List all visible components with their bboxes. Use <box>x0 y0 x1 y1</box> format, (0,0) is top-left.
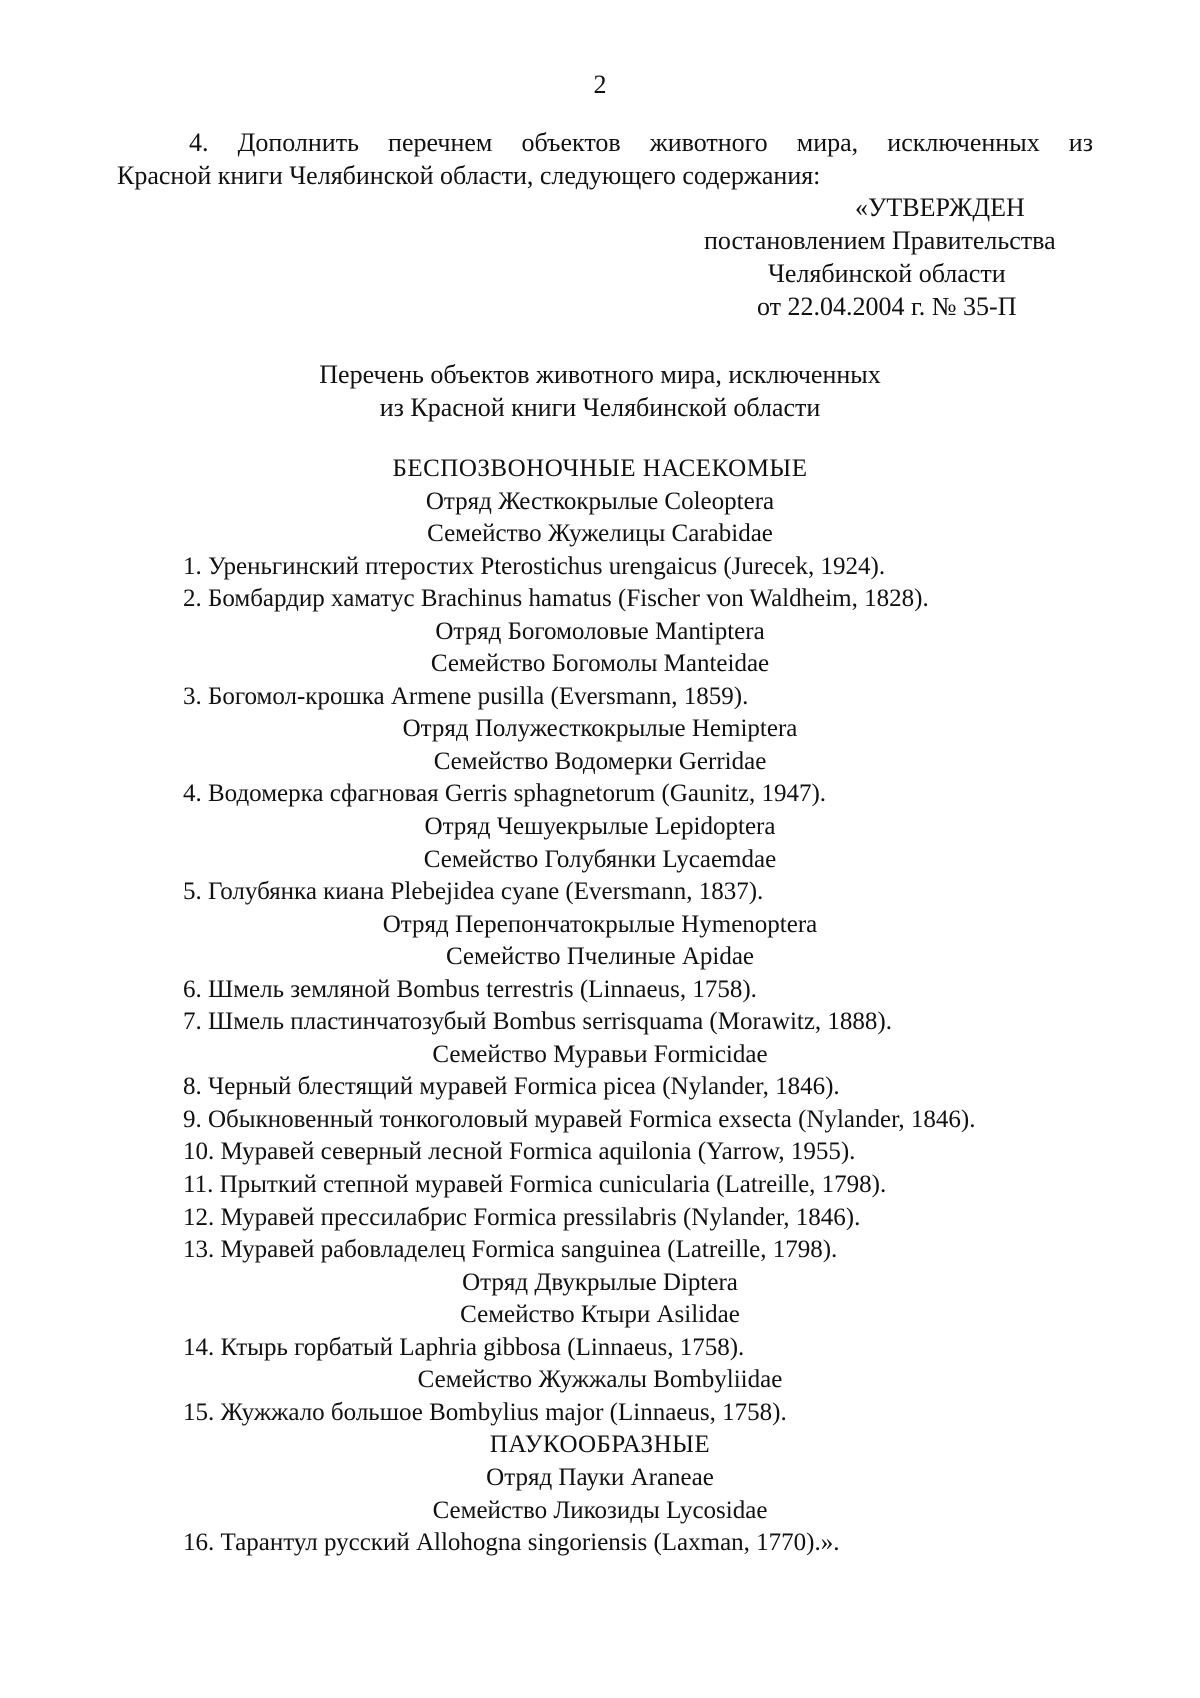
species-list <box>0 453 1200 1560</box>
species-item: 8. Черный блестящий муравей Formica picea (Nylander, 1846). <box>183 1073 840 1101</box>
species-item: 5. Голубянка киана Plebejidea cyane (Eversmann, 1837). <box>183 878 764 906</box>
family-heading: Семейство Голубянки Lycaemdae <box>423 845 777 873</box>
approval-date-number: от 22.04.2004 г. № 35-П <box>757 292 1017 321</box>
family-heading: Семейство Ктыри Asilidae <box>460 1301 740 1329</box>
species-item: 16. Тарантул русский Allohogna singoriensis (Laxman, 1770).». <box>183 1529 840 1557</box>
species-item: 14. Ктырь горбатый Laphria gibbosa (Linnaeus, 1758). <box>183 1333 745 1361</box>
order-heading: Отряд Пауки Araneae <box>486 1463 714 1491</box>
species-item: 10. Муравей северный лесной Formica aquilonia (Yarrow, 1955). <box>183 1138 856 1166</box>
species-item: 12. Муравей прессилабрис Formica pressilabris (Nylander, 1846). <box>183 1203 861 1231</box>
species-item: 11. Прыткий степной муравей Formica cunicularia (Latreille, 1798). <box>183 1171 887 1199</box>
family-heading: Семейство Пчелиные Apidae <box>445 943 755 971</box>
family-heading: Семейство Жужелицы Carabidae <box>427 520 773 548</box>
family-heading: Семейство Ликозиды Lycosidae <box>432 1496 768 1524</box>
list-title <box>0 358 1200 424</box>
species-item: 13. Муравей рабовладелец Formica sanguinea (Latreille, 1798). <box>183 1236 838 1264</box>
page-number: 2 <box>593 70 607 99</box>
order-heading: Отряд Чешуекрылые Lepidoptera <box>424 813 776 841</box>
family-heading: Семейство Жужжалы Bombyliidae <box>417 1366 783 1394</box>
order-heading: Отряд Жесткокрылые Coleoptera <box>425 487 775 515</box>
list-title-line: из Красной книги Челябинской области <box>379 393 821 422</box>
section-heading: БЕСПОЗВОНОЧНЫЕ НАСЕКОМЫЕ <box>392 455 808 482</box>
order-heading: Отряд Перепончатокрылые Hymenoptera <box>382 910 818 938</box>
species-item: 15. Жужжало большое Bombylius major (Linnaeus, 1758). <box>183 1398 787 1426</box>
family-heading: Семейство Богомолы Manteidae <box>430 650 770 678</box>
species-item: 1. Уреньгинский птеростих Pterostichus urengaicus (Jurecek, 1924). <box>183 552 886 580</box>
family-heading: Семейство Водомерки Gerridae <box>433 747 767 775</box>
approval-stamp-block <box>690 191 1100 323</box>
intro-line: Красной книги Челябинской области, следующего содержания: <box>117 161 821 190</box>
species-item: 7. Шмель пластинчатозубый Bombus serrisquama (Morawitz, 1888). <box>183 1008 893 1036</box>
order-heading: Отряд Полужесткокрылые Hemiptera <box>402 715 798 743</box>
species-item: 4. Водомерка сфагновая Gerris sphagnetorum (Gaunitz, 1947). <box>183 780 827 808</box>
approval-line: Челябинской области <box>768 259 1006 288</box>
species-item: 9. Обыкновенный тонкоголовый муравей Formica exsecta (Nylander, 1846). <box>183 1105 976 1133</box>
species-item: 2. Бомбардир хаматус Brachinus hamatus (Fischer von Waldheim, 1828). <box>183 585 929 613</box>
approval-line: постановлением Правительства <box>704 226 1056 255</box>
list-title-line: Перечень объектов животного мира, исключенных <box>319 360 881 389</box>
order-heading: Отряд Двукрылые Diptera <box>462 1268 738 1296</box>
intro-line: 4. Дополнить перечнем объектов животного мира, исключенных из <box>189 128 1093 157</box>
approval-heading: «УТВЕРЖДЕН <box>855 193 1025 222</box>
species-item: 6. Шмель земляной Bombus terrestris (Linnaeus, 1758). <box>183 975 757 1003</box>
intro-paragraph <box>117 126 1093 192</box>
order-heading: Отряд Богомоловые Mantiptera <box>435 617 765 645</box>
species-item: 3. Богомол-крошка Armene pusilla (Eversmann, 1859). <box>183 682 749 710</box>
section-heading: ПАУКООБРАЗНЫЕ <box>489 1431 711 1459</box>
family-heading: Семейство Муравьи Formicidae <box>432 1040 768 1068</box>
